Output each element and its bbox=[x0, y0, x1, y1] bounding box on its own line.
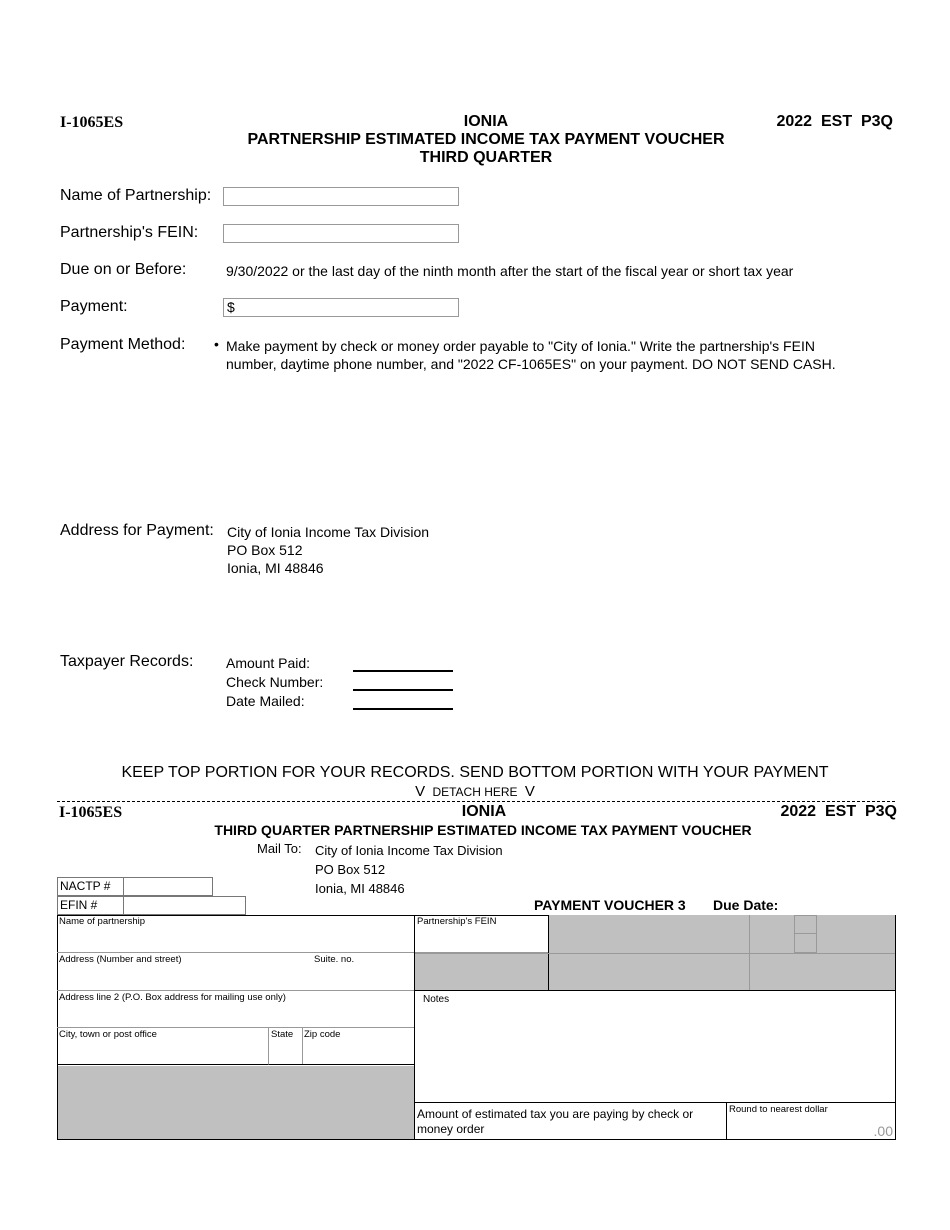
detach-line bbox=[57, 801, 895, 802]
notes-caption: Notes bbox=[423, 994, 450, 1005]
payment-method-label: Payment Method: bbox=[60, 336, 186, 353]
voucher-mail-address bbox=[315, 841, 503, 898]
bullet-icon: • bbox=[214, 336, 219, 352]
zip-caption: Zip code bbox=[304, 1029, 341, 1040]
quarter-label: THIRD QUARTER bbox=[419, 149, 553, 166]
partnership-fein-cell[interactable] bbox=[415, 915, 548, 953]
form-title: PARTNERSHIP ESTIMATED INCOME TAX PAYMENT VOUCHER bbox=[247, 131, 725, 148]
payment-label: Payment: bbox=[60, 298, 128, 315]
amount-input[interactable] bbox=[727, 1103, 895, 1139]
address-street-caption: Address (Number and street) bbox=[59, 954, 182, 965]
cents-label: .00 bbox=[873, 1123, 893, 1139]
detach-here-label: DETACH HERE bbox=[432, 785, 518, 799]
small-check-box-top[interactable] bbox=[794, 915, 817, 934]
voucher-title: THIRD QUARTER PARTNERSHIP ESTIMATED INCOME TAX PAYMENT VOUCHER bbox=[214, 822, 752, 838]
dollar-sign: $ bbox=[227, 299, 235, 315]
efin-label: EFIN # bbox=[57, 896, 124, 915]
fein-label: Partnership's FEIN: bbox=[60, 224, 199, 241]
city-cell[interactable] bbox=[57, 1028, 269, 1065]
form-title-block bbox=[236, 113, 736, 167]
amount-caption: Amount of estimated tax you are paying by check or money order bbox=[417, 1107, 694, 1136]
small-check-box-bottom[interactable] bbox=[794, 933, 817, 953]
due-text: 9/30/2022 or the last day of the ninth month after the start of the fiscal year or short tax year bbox=[226, 263, 794, 279]
payment-method-line1: Make payment by check or money order payable to "City of Ionia." Write the partnership's FEIN bbox=[226, 338, 815, 354]
amount-paid-label: Amount Paid: bbox=[226, 655, 311, 671]
form-code: 2022 EST P3Q bbox=[776, 113, 893, 130]
zip-cell[interactable] bbox=[302, 1028, 415, 1065]
amount-paid-line[interactable] bbox=[353, 670, 453, 672]
nactp-label: NACTP # bbox=[57, 877, 124, 896]
notes-area[interactable] bbox=[415, 991, 895, 1103]
suite-caption: Suite. no. bbox=[314, 954, 355, 965]
check-number-label: Check Number: bbox=[226, 674, 324, 690]
taxpayer-records-label: Taxpayer Records: bbox=[60, 653, 194, 670]
address-street-cell[interactable] bbox=[57, 953, 415, 991]
address-line1: City of Ionia Income Tax Division bbox=[227, 524, 430, 540]
payment-input[interactable] bbox=[223, 298, 459, 317]
payment-voucher-number: PAYMENT VOUCHER 3 bbox=[534, 897, 686, 913]
round-caption: Round to nearest dollar bbox=[729, 1104, 828, 1115]
voucher-form-id: I-1065ES bbox=[59, 804, 123, 821]
payment-method-line2: number, daytime phone number, and "2022 CF-1065ES" on your payment. DO NOT SEND CASH. bbox=[226, 356, 836, 372]
shaded-cell-row2 bbox=[415, 953, 548, 991]
fein-input[interactable] bbox=[223, 224, 459, 243]
keep-top-notice: KEEP TOP PORTION FOR YOUR RECORDS. SEND BOTTOM PORTION WITH YOUR PAYMENT bbox=[121, 764, 829, 781]
mail-address-line2: PO Box 512 bbox=[315, 862, 386, 877]
shaded-divider bbox=[749, 915, 750, 991]
name-of-partnership-cell[interactable] bbox=[57, 915, 415, 953]
date-mailed-label: Date Mailed: bbox=[226, 693, 305, 709]
records-list bbox=[226, 654, 323, 711]
voucher-city: IONIA bbox=[461, 803, 507, 820]
due-date-label: Due Date: bbox=[713, 897, 779, 913]
address-line2-cell[interactable] bbox=[57, 991, 415, 1028]
row-divider bbox=[415, 953, 895, 954]
city-caption: City, town or post office bbox=[59, 1029, 157, 1040]
office-use-area bbox=[58, 1066, 414, 1139]
down-arrow-icon: V bbox=[415, 783, 426, 800]
due-label: Due on or Before: bbox=[60, 261, 187, 278]
nactp-field[interactable] bbox=[123, 877, 213, 896]
partnership-fein-caption: Partnership's FEIN bbox=[417, 916, 497, 927]
amount-label-cell bbox=[415, 1103, 726, 1139]
payment-address bbox=[227, 523, 429, 577]
address-line2: PO Box 512 bbox=[227, 542, 303, 558]
state-caption: State bbox=[271, 1029, 294, 1040]
name-of-partnership-input[interactable] bbox=[223, 187, 459, 206]
address-label: Address for Payment: bbox=[60, 522, 214, 539]
mail-to-label: Mail To: bbox=[257, 841, 302, 856]
date-mailed-line[interactable] bbox=[353, 708, 453, 710]
form-id: I-1065ES bbox=[60, 114, 124, 131]
mail-address-line1: City of Ionia Income Tax Division bbox=[315, 843, 503, 858]
state-cell[interactable] bbox=[268, 1028, 303, 1065]
detach-here-row bbox=[0, 783, 950, 800]
check-number-line[interactable] bbox=[353, 689, 453, 691]
name-of-partnership-label: Name of Partnership: bbox=[60, 187, 212, 204]
address-line3: Ionia, MI 48846 bbox=[227, 560, 324, 576]
voucher-code: 2022 EST P3Q bbox=[780, 803, 897, 820]
city-name: IONIA bbox=[463, 113, 509, 130]
efin-field[interactable] bbox=[123, 896, 246, 915]
name-of-partnership-caption: Name of partnership bbox=[59, 916, 146, 927]
address-line2-caption: Address line 2 (P.O. Box address for mailing use only) bbox=[59, 992, 286, 1003]
mail-address-line3: Ionia, MI 48846 bbox=[315, 881, 405, 896]
payment-method-text bbox=[226, 337, 836, 373]
down-arrow-icon: V bbox=[524, 783, 535, 800]
